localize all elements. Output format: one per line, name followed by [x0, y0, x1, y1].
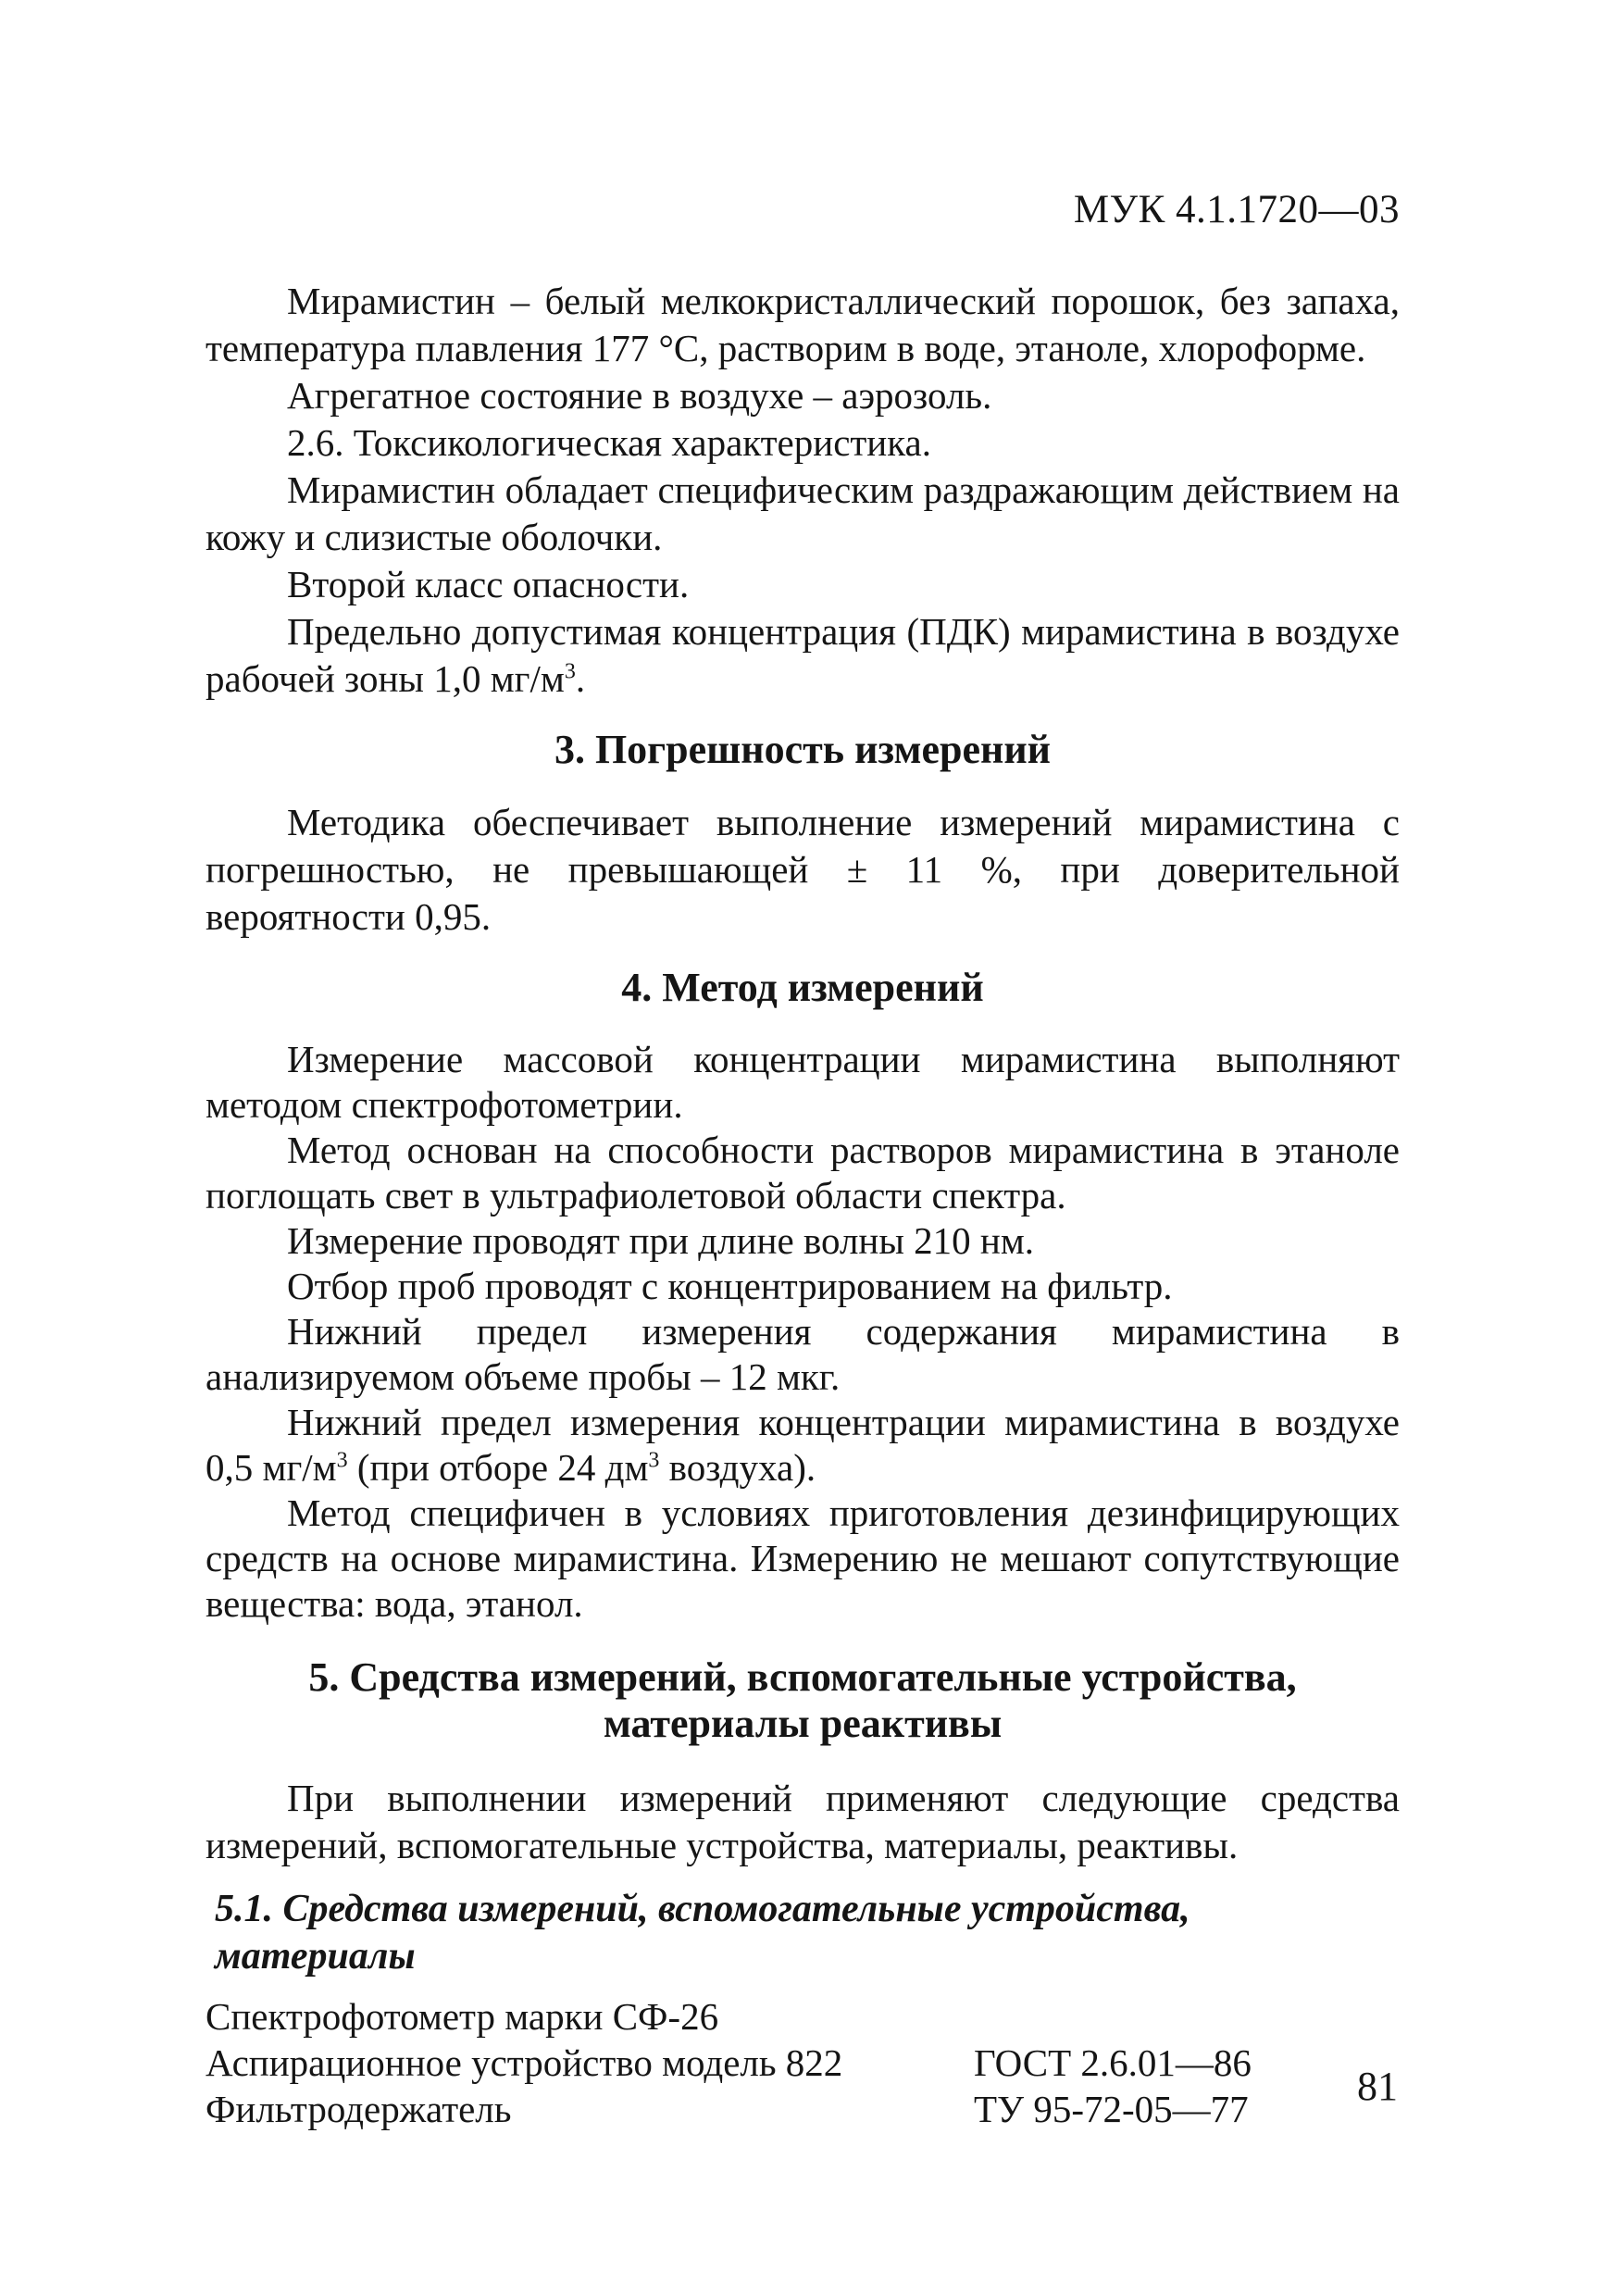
equipment-standard: ГОСТ 2.6.01—86 — [974, 2041, 1252, 2084]
paragraph-toxicology-title: 2.6. Токсикологическая характеристика. — [287, 421, 931, 464]
paragraph-method-basis: Метод основан на способности растворов мирамистина в этаноле поглощать свет в ультрафиолетовой области спектра. — [206, 1129, 1400, 1217]
lower-limit-text-c: воздуха). — [659, 1446, 816, 1489]
mac-end: . — [575, 657, 586, 700]
lower-limit-superscript-2: 3 — [648, 1448, 660, 1473]
section-heading-error: 3. Погрешность измерений — [554, 727, 1052, 772]
lower-limit-superscript-1: 3 — [336, 1448, 348, 1473]
paragraph-lower-limit-air — [206, 1400, 1400, 1491]
subsection-heading-5-1: 5.1. Средства измерений, вспомогательные устройства, материалы — [215, 1888, 1190, 1978]
paragraph-wavelength: Измерение проводят при длине волны 210 нм. — [287, 1219, 1035, 1262]
paragraph-equipment-intro: При выполнении измерений применяют следующие средства измерений, вспомогательные устройства, материалы, реактивы. — [206, 1777, 1400, 1866]
section-heading-method: 4. Метод измерений — [621, 965, 984, 1010]
paragraph-method-spectrophotometry: Измерение массовой концентрации мирамистина выполняют методом спектрофотометрии. — [206, 1038, 1400, 1126]
lower-limit-text-a: Нижний предел измерения концентрации мирамистина в воздухе 0,5 мг/м — [206, 1401, 1400, 1489]
equipment-row — [206, 2040, 1400, 2086]
equipment-row — [206, 1993, 1400, 2040]
paragraph-mac-limit — [206, 608, 1400, 703]
paragraph-measurement-error: Методика обеспечивает выполнение измерений мирамистина с погрешностью, не превышающей ± 11 %, при доверительной вероятности 0,95. — [206, 801, 1400, 938]
paragraph-hazard-class: Второй класс опасности. — [287, 563, 690, 605]
equipment-list — [206, 1993, 1400, 2132]
lower-limit-text-b: (при отборе 24 дм — [347, 1446, 649, 1489]
document-code: МУК 4.1.1720—03 — [1073, 188, 1400, 231]
section-heading-equipment-line2: материалы реактивы — [603, 1701, 1003, 1746]
mac-text: Предельно допустимая концентрация (ПДК) мирамистина в воздухе рабочей зоны 1,0 мг/м — [206, 610, 1400, 700]
section-heading-equipment — [206, 1654, 1400, 1747]
equipment-standard: ТУ 95-72-05—77 — [974, 2088, 1249, 2130]
page-content — [206, 278, 1400, 2132]
mac-superscript: 3 — [564, 659, 576, 684]
paragraph-toxic-action: Мирамистин обладает специфическим раздражающим действием на кожу и слизистые оболочки. — [206, 468, 1400, 558]
equipment-name: Фильтродержатель — [206, 2088, 512, 2130]
section-heading-equipment-line1: 5. Средства измерений, вспомогательные устройства, — [308, 1654, 1297, 1700]
paragraph-lower-limit-content: Нижний предел измерения содержания мирамистина в анализируемом объеме пробы – 12 мкг. — [206, 1310, 1400, 1398]
paragraph-aggregate-state: Агрегатное состояние в воздухе – аэрозоль. — [287, 374, 992, 417]
equipment-name: Спектрофотометр марки СФ-26 — [206, 1995, 719, 2038]
paragraph-substance-description: Мирамистин – белый мелкокристаллический порошок, без запаха, температура плавления 177 °С, растворим в воде, этаноле, хлороформе. — [206, 280, 1400, 369]
page-number: 81 — [1357, 2064, 1398, 2109]
paragraph-sampling: Отбор проб проводят с концентрированием на фильтр. — [287, 1265, 1173, 1307]
paragraph-method-specificity: Метод специфичен в условиях приготовления дезинфицирующих средств на основе мирамистина. Измерению не мешают сопутствующие вещества: вода, этанол. — [206, 1491, 1400, 1625]
equipment-row — [206, 2086, 1400, 2132]
equipment-name: Аспирационное устройство модель 822 — [206, 2041, 843, 2084]
